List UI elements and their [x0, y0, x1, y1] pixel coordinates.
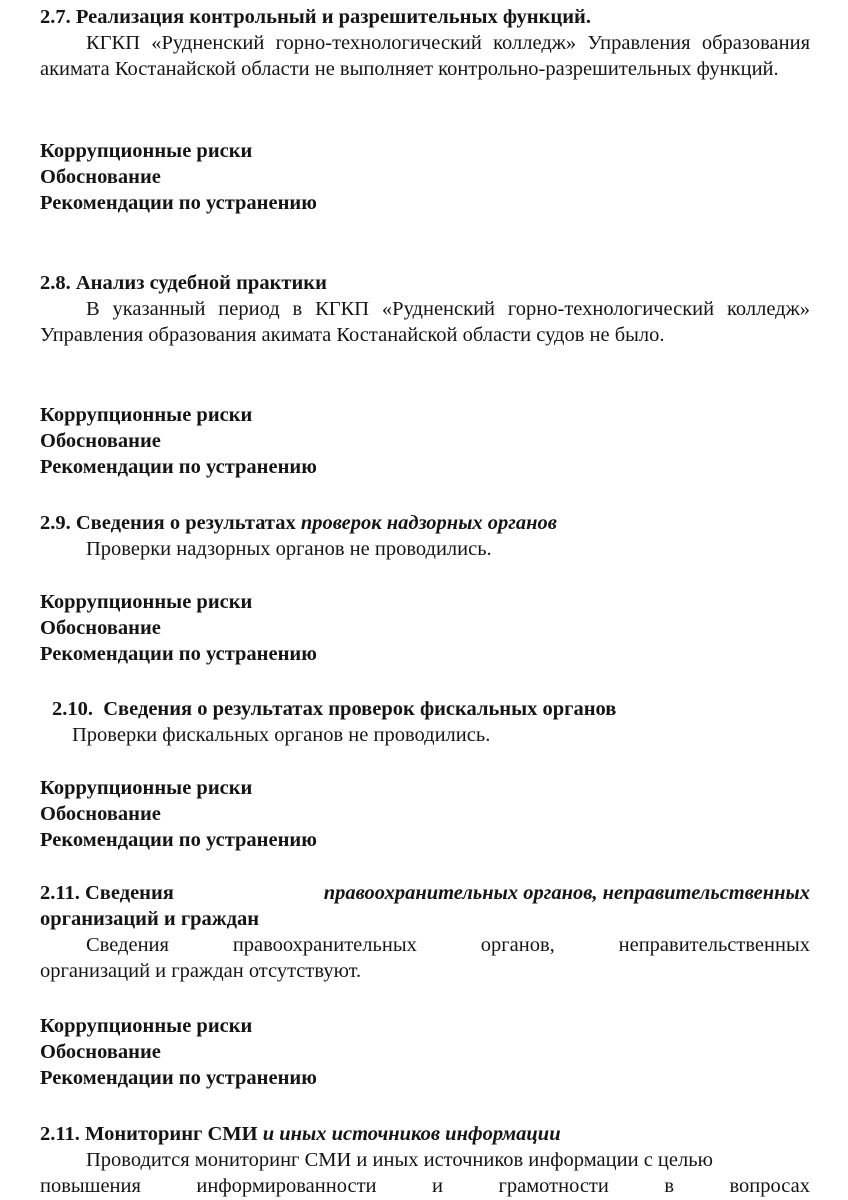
justification-label: Обоснование: [40, 1041, 161, 1063]
section-2-9: [40, 510, 810, 562]
section-2-11-sources-heading-line2: организаций и граждан: [40, 908, 260, 930]
word: в: [664, 1175, 675, 1197]
section-2-9-heading: [40, 510, 810, 536]
section-2-11-sources-body-line1: [40, 932, 810, 958]
section-2-8: [40, 270, 810, 348]
section-2-11-media-body-line1: Проводится мониторинг СМИ и иных источников информации с целью: [86, 1149, 713, 1171]
section-2-11-media: [40, 1121, 810, 1199]
section-2-10-heading: 2.10. Сведения о результатах проверок фискальных органов: [52, 698, 617, 720]
section-2-7-body: КГКП «Рудненский горно-технологический колледж» Управления образования акимата Костанайской области не выполняет контрольно-разрешительных функций.: [40, 32, 810, 80]
corruption-risks-label: Коррупционные риски: [40, 140, 253, 162]
section-2-10-labels: [40, 775, 810, 853]
word: повышения: [40, 1175, 141, 1197]
word: неправительственных: [618, 934, 810, 956]
justification-label: Обоснование: [40, 430, 161, 452]
section-2-11-media-heading: [40, 1121, 810, 1147]
recommendations-label: Рекомендации по устранению: [40, 1067, 317, 1089]
section-2-7-labels: [40, 138, 810, 216]
recommendations-label: Рекомендации по устранению: [40, 192, 317, 214]
section-2-10: [52, 696, 822, 748]
justification-label: Обоснование: [40, 617, 161, 639]
corruption-risks-label: Коррупционные риски: [40, 1015, 253, 1037]
section-2-9-body: Проверки надзорных органов не проводились.: [86, 538, 492, 560]
section-2-7: [40, 4, 810, 82]
recommendations-label: Рекомендации по устранению: [40, 643, 317, 665]
section-2-9-heading-italic: проверок надзорных органов: [300, 512, 557, 534]
section-2-8-heading: 2.8. Анализ судебной практики: [40, 272, 327, 294]
heading-italic: правоохранительных органов, неправительственных: [323, 882, 810, 904]
word: Сведения: [86, 934, 169, 956]
corruption-risks-label: Коррупционные риски: [40, 404, 253, 426]
corruption-risks-label: Коррупционные риски: [40, 777, 253, 799]
section-2-10-body: Проверки фискальных органов не проводились.: [72, 724, 491, 746]
section-2-11-sources-labels: [40, 1013, 810, 1091]
section-2-11-media-body-line2: [40, 1173, 810, 1199]
section-2-8-labels: [40, 402, 810, 480]
word: органов,: [480, 934, 555, 956]
word: вопросах: [729, 1175, 810, 1197]
section-2-7-heading: 2.7. Реализация контрольный и разрешительных функций.: [40, 6, 591, 28]
heading-italic: и иных источников информации: [262, 1123, 561, 1145]
recommendations-label: Рекомендации по устранению: [40, 829, 317, 851]
corruption-risks-label: Коррупционные риски: [40, 591, 253, 613]
section-2-11-sources-heading-line1: [40, 880, 810, 906]
justification-label: Обоснование: [40, 803, 161, 825]
section-2-9-heading-prefix: 2.9. Сведения о результатах: [40, 512, 301, 534]
section-2-8-body: В указанный период в КГКП «Рудненский горно-технологический колледж» Управления образования акимата Костанайской области судов не было.: [40, 298, 810, 346]
section-2-9-labels: [40, 589, 810, 667]
word: информированности: [196, 1175, 377, 1197]
word: правоохранительных: [232, 934, 417, 956]
heading-prefix: 2.11. Мониторинг СМИ: [40, 1123, 263, 1145]
heading-prefix: 2.11. Сведения: [40, 882, 174, 904]
section-2-11-sources: [40, 880, 810, 984]
justification-label: Обоснование: [40, 166, 161, 188]
section-2-11-sources-body-line2: организаций и граждан отсутствуют.: [40, 960, 362, 982]
word: и: [431, 1175, 443, 1197]
word: грамотности: [498, 1175, 609, 1197]
recommendations-label: Рекомендации по устранению: [40, 456, 317, 478]
